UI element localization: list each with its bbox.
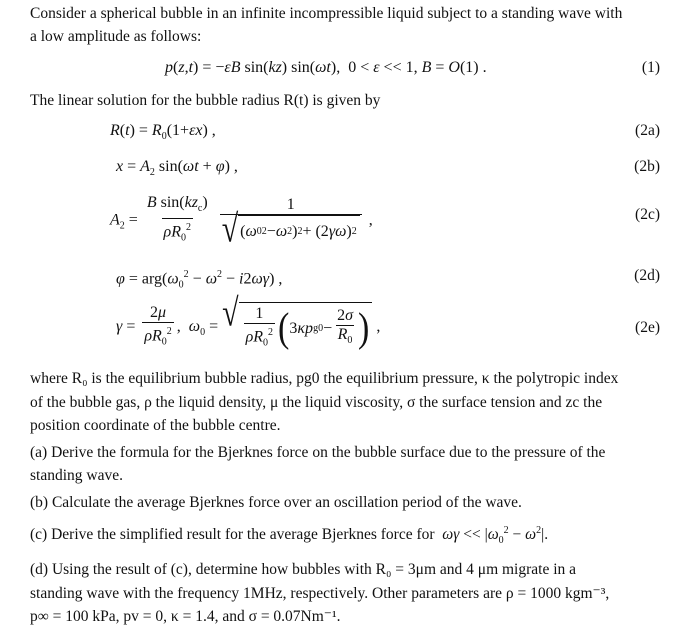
question-a-line-2: standing wave. xyxy=(30,467,123,484)
where-line-2: of the bubble gas, ρ the liquid density, μ the liquid viscosity, σ the surface tension and zc the xyxy=(30,394,603,411)
intro-line-2: a low amplitude as follows: xyxy=(30,28,202,45)
equation-2c-number: (2c) xyxy=(635,206,660,223)
equation-1: p(z,t) = −εB sin(kz) sin(ωt), 0 < ε << 1, B = O(1) . xyxy=(165,59,487,76)
question-a-line-1: (a) Derive the formula for the Bjerknes force on the bubble surface due to the pressure of the xyxy=(30,444,606,461)
equation-2a: $R(t) = R_0(1+\varepsilon x)$ , xyxy=(110,122,216,143)
equation-2b: $x = A_2$ sin(ωt + φ) , xyxy=(116,158,238,179)
question-d-line-1: (d) Using the result of (c), determine how bubbles with R₀ = 3μm and 4 μm migrate in a xyxy=(30,561,577,578)
equation-2b-number: (2b) xyxy=(634,158,660,175)
question-d-line-3: p∞ = 100 kPa, pv = 0, κ = 1.4, and σ = 0.07Nm⁻¹. xyxy=(30,608,341,625)
question-b: (b) Calculate the average Bjerknes force over an oscillation period of the wave. xyxy=(30,494,522,511)
equation-2d-number: (2d) xyxy=(634,267,660,284)
equation-2e-number: (2e) xyxy=(635,319,660,336)
equation-2a-number: (2a) xyxy=(635,122,660,139)
equation-2e: γ = $\frac{2\mu}{\rho R_0^2}$ , $\omega_0$ = √ $\frac{1}{\rho R_0^2}$ ( 3 κp g0 − $\frac{2\sigma}{R_0}$ ) , xyxy=(116,302,380,353)
question-c-condition: $\omega\gamma << |\omega_0^2 - \omega^2|$. xyxy=(442,525,549,547)
question-d-line-2: standing wave with the frequency 1MHz, respectively. Other parameters are ρ = 1000 kgm⁻³, xyxy=(30,585,610,602)
where-line-1: where R₀ is the equilibrium bubble radius, pg0 the equilibrium pressure, κ the polytropic index xyxy=(30,370,619,387)
where-line-3: position coordinate of the bubble centre. xyxy=(30,417,281,434)
equation-1-number: (1) xyxy=(641,59,660,76)
equation-2d: $\varphi = arg(\omega_0^2 - \omega^2 - i2\omega\gamma)$ , xyxy=(116,269,283,291)
intro-line-1: Consider a spherical bubble in an infinite incompressible liquid subject to a standing wave with xyxy=(30,5,623,22)
question-c-text: (c) Derive the simplified result for the average Bjerknes force for xyxy=(30,526,435,544)
question-c xyxy=(30,521,548,551)
equation-2c: $A_2$ = $\frac{B \sin(kz_c)}{\rho R_0^2}$ 1 √ ( ω 0 2 − ω 2 ) 2 + (2 γω ) 2 , xyxy=(110,194,373,252)
linear-solution-intro: The linear solution for the bubble radius R(t) is given by xyxy=(30,92,381,109)
